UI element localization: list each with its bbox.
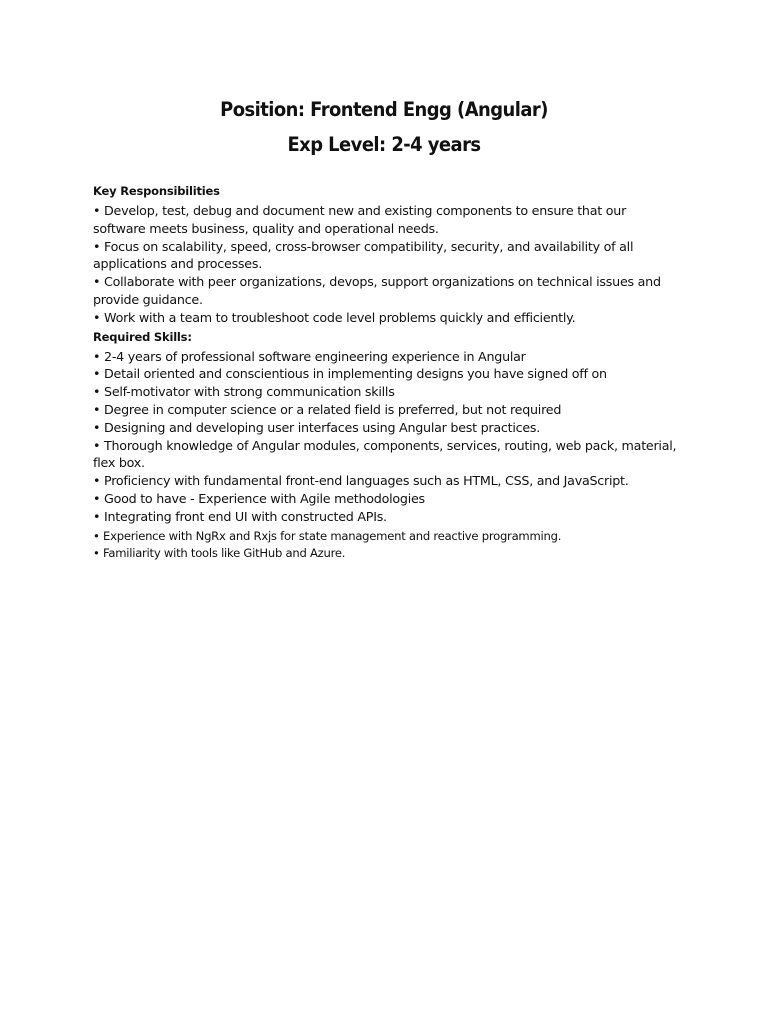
skills-list xyxy=(93,348,678,526)
list-item: • Degree in computer science or a related field is preferred, but not required xyxy=(93,401,562,417)
list-item: • Thorough knowledge of Angular modules, components, services, routing, web pack, material, flex box. xyxy=(93,437,677,471)
list-item: • Develop, test, debug and document new and existing components to ensure that our software meets business, quality and operational needs. xyxy=(93,203,627,236)
list-item: • Good to have - Experience with Agile methodologies xyxy=(93,490,425,506)
list-item: • Familiarity with tools like GitHub and Azure. xyxy=(93,546,346,561)
list-item: • Detail oriented and conscientious in implementing designs you have signed off on xyxy=(93,366,607,382)
list-item: • Self-motivator with strong communication skills xyxy=(93,384,395,400)
responsibilities-list xyxy=(93,202,678,327)
list-item: • Work with a team to troubleshoot code level problems quickly and efficiently. xyxy=(93,309,576,325)
responsibilities-heading: Key Responsibilities xyxy=(93,184,220,198)
skills-heading: Required Skills: xyxy=(93,329,192,344)
experience-level-title: Exp Level: 2-4 years xyxy=(287,133,481,156)
position-title: Position: Frontend Engg (Angular) xyxy=(220,98,548,121)
list-item: • Proficiency with fundamental front-end languages such as HTML, CSS, and JavaScript. xyxy=(93,473,629,489)
skills-extra-list xyxy=(93,528,678,564)
title-block xyxy=(0,92,768,162)
list-item: • 2-4 years of professional software engineering experience in Angular xyxy=(93,348,526,364)
list-item: • Experience with NgRx and Rxjs for state management and reactive programming. xyxy=(93,528,562,543)
list-item: • Focus on scalability, speed, cross-browser compatibility, security, and availability of all applications and processes. xyxy=(93,238,634,272)
document-body xyxy=(93,183,678,563)
list-item: • Collaborate with peer organizations, devops, support organizations on technical issues and provide guidance. xyxy=(93,274,661,307)
list-item: • Integrating front end UI with constructed APIs. xyxy=(93,508,387,524)
list-item: • Designing and developing user interfaces using Angular best practices. xyxy=(93,419,541,435)
